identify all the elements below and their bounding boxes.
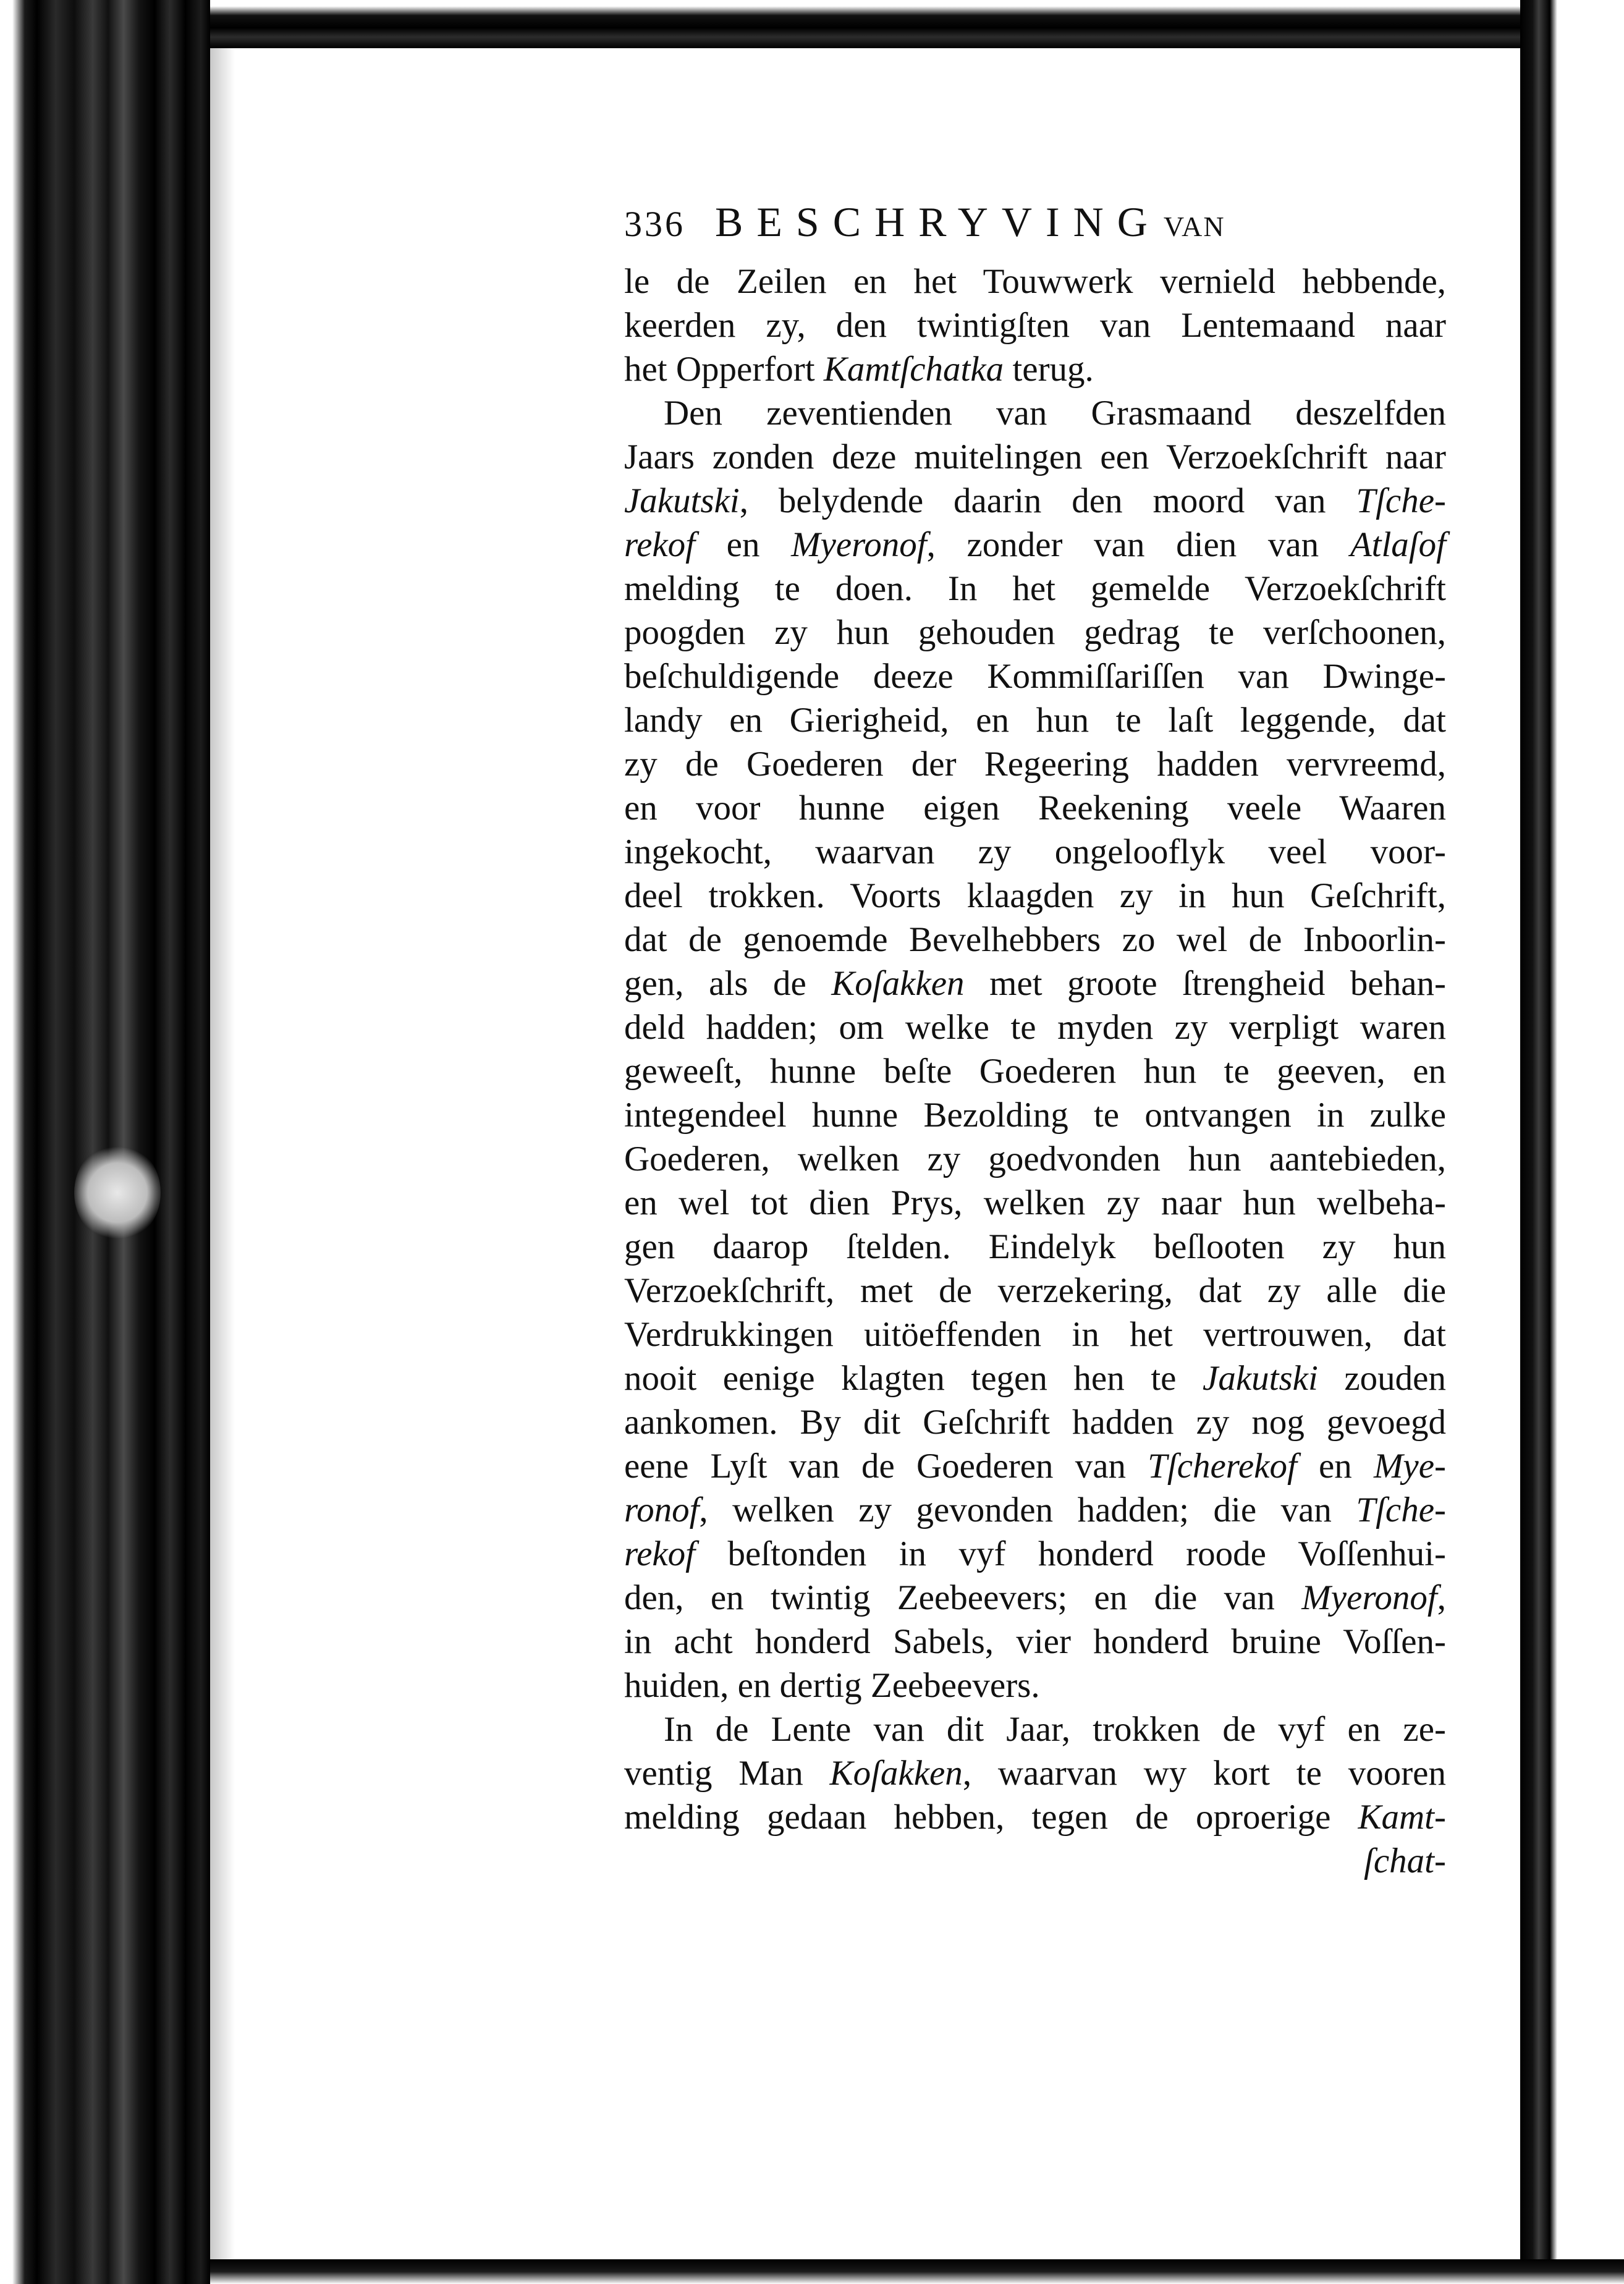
text-segment: ventig Man: [624, 1754, 830, 1793]
text-line: [624, 1751, 1446, 1795]
text-segment: en wel tot dien Prys, welken zy naar hun welbeha-: [624, 1183, 1446, 1222]
text-line: [624, 874, 1446, 918]
text-segment: deel trokken. Voorts klaagden zy in hun Geſchrift,: [624, 876, 1446, 915]
text-segment: , waarvan wy kort te vooren: [962, 1754, 1446, 1793]
text-segment: Den zeventienden van Grasmaand deszelfden: [664, 394, 1446, 433]
text-segment: het Opperfort: [624, 350, 824, 389]
text-line: [624, 918, 1446, 962]
text-line: [624, 1005, 1446, 1049]
italic-text-segment: Jakutski: [1203, 1359, 1318, 1398]
text-line: [624, 1620, 1446, 1664]
body-text: [624, 260, 1446, 1839]
italic-text-segment: Koſakken: [831, 964, 965, 1003]
text-line: [624, 1313, 1446, 1356]
italic-text-segment: Myeronof: [791, 525, 927, 564]
text-segment: dat de genoemde Bevelhebbers zo wel de Inboorlin-: [624, 920, 1446, 959]
text-segment: In de Lente van dit Jaar, trokken de vyf en ze-: [664, 1710, 1446, 1749]
text-segment: integendeel hunne Bezolding te ontvangen in zulke: [624, 1096, 1446, 1135]
text-line: [624, 391, 1446, 435]
text-line: [624, 611, 1446, 654]
text-segment: landy en Gierigheid, en hun te laſt leggende, dat: [624, 701, 1446, 740]
text-line: [624, 962, 1446, 1005]
italic-text-segment: rekof: [624, 525, 696, 564]
text-segment: ingekocht, waarvan zy ongelooflyk veel voor-: [624, 832, 1446, 871]
italic-text-segment: Jakutski: [624, 481, 740, 520]
text-segment: , welken zy gevonden hadden; die van: [699, 1491, 1356, 1529]
text-line: [624, 1225, 1446, 1269]
text-segment: den, en twintig Zeebeevers; en die van: [624, 1578, 1302, 1617]
text-segment: huiden, en dertig Zeebeevers.: [624, 1666, 1040, 1705]
text-line: [624, 654, 1446, 698]
text-line: [624, 1488, 1446, 1532]
text-line: [624, 1795, 1446, 1839]
italic-text-segment: ronof: [624, 1491, 700, 1529]
text-segment: eene Lyſt van de Goederen van: [624, 1447, 1148, 1486]
page-text-block: [624, 198, 1446, 1883]
italic-text-segment: Tſche-: [1356, 481, 1446, 520]
text-line: [624, 698, 1446, 742]
text-line: [624, 1356, 1446, 1400]
text-line: [624, 1532, 1446, 1576]
text-line: [624, 830, 1446, 874]
text-line: [624, 260, 1446, 303]
text-line: [624, 1444, 1446, 1488]
italic-text-segment: Tſcherekof: [1148, 1447, 1297, 1486]
text-segment: , zonder van dien van: [926, 525, 1350, 564]
text-segment: en: [695, 525, 792, 564]
text-line: [624, 786, 1446, 830]
italic-text-segment: Kamtſchatka: [823, 350, 1004, 389]
text-segment: in acht honderd Sabels, vier honderd bruine Voſſen-: [624, 1622, 1446, 1661]
text-segment: melding gedaan hebben, tegen de oproerige: [624, 1798, 1358, 1837]
text-segment: en: [1296, 1447, 1374, 1486]
text-segment: Verzoekſchrift, met de verzekering, dat zy alle die: [624, 1271, 1446, 1310]
text-line: [624, 567, 1446, 611]
catchword: ſchat-: [1364, 1842, 1446, 1880]
text-segment: poogden zy hun gehouden gedrag te verſchoonen,: [624, 613, 1446, 652]
text-segment: Jaars zonden deze muitelingen een Verzoekſchrift naar: [624, 438, 1446, 476]
text-segment: zouden: [1317, 1359, 1446, 1398]
text-segment: en voor hunne eigen Reekening veele Waaren: [624, 789, 1446, 827]
text-segment: Verdrukkingen uitöeffenden in het vertrouwen, dat: [624, 1315, 1446, 1354]
page-gutter-shadow: [210, 48, 235, 2259]
page-number: 336: [624, 204, 685, 244]
book-right-edge: [1520, 0, 1624, 2284]
book-bottom-edge: [210, 2259, 1624, 2284]
text-line: [624, 1137, 1446, 1181]
text-segment: keerden zy, den twintigſten van Lentemaand naar: [624, 306, 1446, 345]
text-segment: gen, als de: [624, 964, 832, 1003]
text-segment: deld hadden; om welke te myden zy verpligt waren: [624, 1008, 1446, 1047]
text-segment: ,: [1437, 1578, 1446, 1617]
italic-text-segment: rekof: [624, 1534, 696, 1573]
text-line: [624, 523, 1446, 567]
text-segment: met groote ſtrengheid behan-: [964, 964, 1446, 1003]
running-head-title: BESCHRYVING: [715, 198, 1161, 245]
text-segment: beſtonden in vyf honderd roode Voſſenhui-: [695, 1534, 1446, 1573]
italic-text-segment: Atlaſof: [1350, 525, 1446, 564]
italic-text-segment: Myeronof: [1301, 1578, 1437, 1617]
text-line: [624, 347, 1446, 391]
running-head: [624, 198, 1446, 260]
text-segment: terug.: [1004, 350, 1094, 389]
text-segment: zy de Goederen der Regeering hadden vervreemd,: [624, 745, 1446, 784]
text-segment: aankomen. By dit Geſchrift hadden zy nog gevoegd: [624, 1403, 1446, 1442]
text-segment: melding te doen. In het gemelde Verzoekſchrift: [624, 569, 1446, 608]
text-line: [624, 479, 1446, 523]
text-line: [624, 742, 1446, 786]
text-segment: le de Zeilen en het Touwwerk vernield hebbende,: [624, 262, 1446, 301]
italic-text-segment: Tſche-: [1356, 1491, 1446, 1529]
italic-text-segment: Kamt-: [1358, 1798, 1446, 1837]
text-segment: nooit eenige klagten tegen hen te: [624, 1359, 1203, 1398]
text-segment: gen daarop ſtelden. Eindelyk beſlooten zy hun: [624, 1227, 1446, 1266]
text-line: [624, 1707, 1446, 1751]
text-line: [624, 1400, 1446, 1444]
text-line: [624, 435, 1446, 479]
text-line: [624, 1269, 1446, 1313]
text-segment: , belydende daarin den moord van: [739, 481, 1356, 520]
text-line: [624, 1664, 1446, 1707]
text-line: [624, 1093, 1446, 1137]
italic-text-segment: Mye-: [1373, 1447, 1446, 1486]
italic-text-segment: Koſakken: [829, 1754, 963, 1793]
text-segment: geweeſt, hunne beſte Goederen hun te geeven, en: [624, 1052, 1446, 1091]
book-spine-edge: [0, 0, 210, 2284]
running-head-suffix: VAN: [1163, 211, 1225, 242]
text-line: [624, 1181, 1446, 1225]
text-segment: Goederen, welken zy goedvonden hun aantebieden,: [624, 1140, 1446, 1178]
text-segment: beſchuldigende deeze Kommiſſariſſen van Dwinge-: [624, 657, 1446, 696]
text-line: [624, 303, 1446, 347]
book-top-edge: [0, 0, 1624, 48]
text-line: [624, 1576, 1446, 1620]
text-line: [624, 1049, 1446, 1093]
